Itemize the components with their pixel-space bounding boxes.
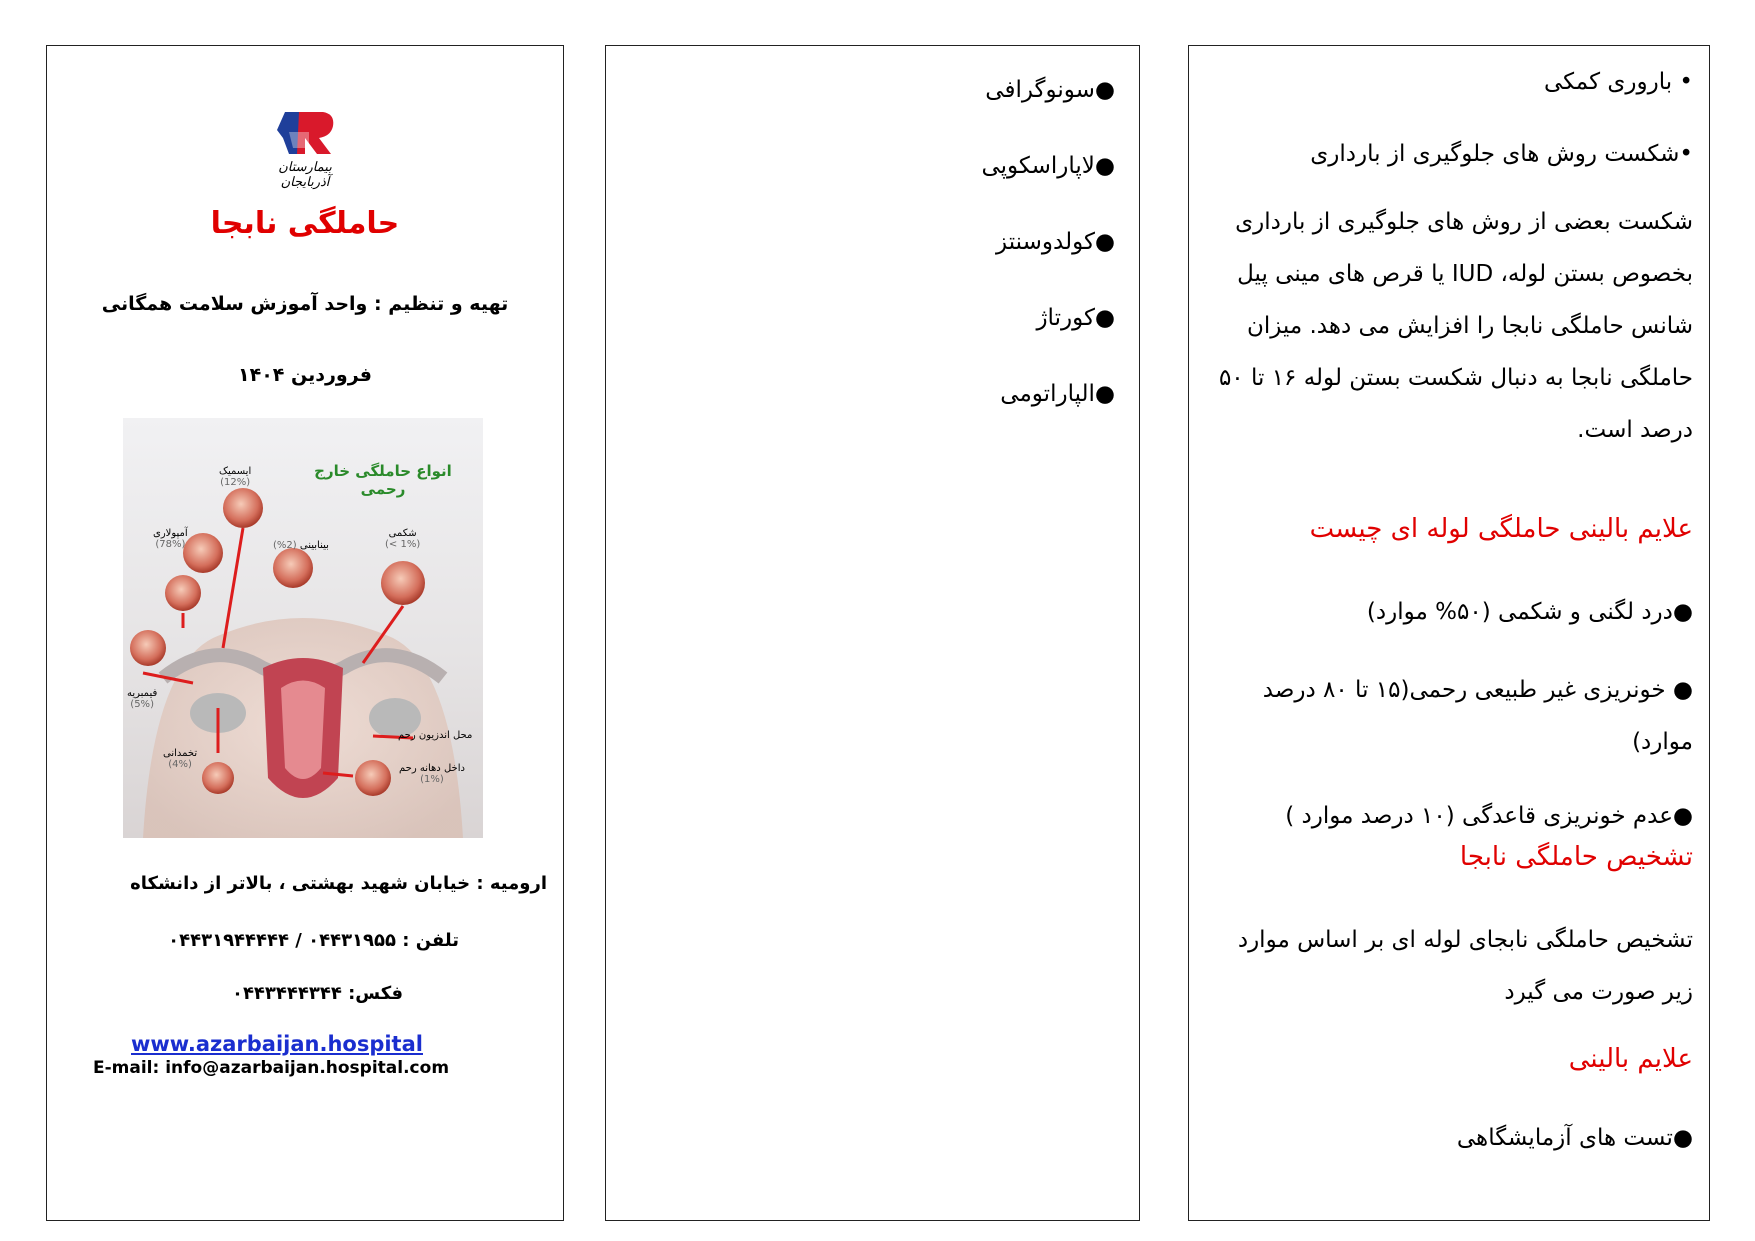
- diagnosis-heading: تشخیص حاملگی نابجا: [1459, 842, 1693, 872]
- cover-panel: [46, 45, 564, 1221]
- diagnosis-list: [635, 52, 1115, 432]
- diagnosis-paragraph: تشخیص حاملگی نابجای لوله ای بر اساس موارد زیر صورت می گیرد: [1237, 927, 1693, 1005]
- list-item: ●کولدوسنتز: [996, 229, 1115, 255]
- label-cervical: داخل دهانه رحم (1%): [399, 763, 465, 785]
- website-link[interactable]: www.azarbaijan.hospital: [131, 1032, 423, 1056]
- label-interstitial: بینابینی (2%): [273, 540, 329, 551]
- lab-tests-item: ●تست های آزمایشگاهی: [1456, 1125, 1693, 1151]
- hospital-logo: [253, 108, 357, 188]
- label-ampullary: آمپولاری (78%): [153, 528, 188, 550]
- label-abdominal: شکمی (< 1%): [385, 528, 421, 550]
- fax: فکس: ۰۴۴۳۴۴۴۳۴۴: [231, 983, 403, 1004]
- brochure-title: حاملگی نابجا: [210, 206, 400, 241]
- risk-bullet-2: •شکست روش های جلوگیری از بارداری: [1310, 141, 1693, 167]
- phone: تلفن : ۰۴۴۳۱۹۵۵ / ۰۴۴۳۱۹۴۴۴۴۴: [168, 930, 459, 951]
- publish-date: فروردین ۱۴۰۴: [238, 364, 372, 386]
- logo-caption: بیمارستان آذربایجان: [278, 160, 332, 190]
- info-panel: [1188, 45, 1710, 1221]
- label-fimbrial: فیمبریه (5%): [127, 688, 158, 710]
- ectopic-types-illustration: [123, 418, 483, 838]
- list-item: ●الپاراتومی: [1000, 381, 1115, 407]
- risk-bullet-1: • باروری کمکی: [1543, 69, 1693, 95]
- clinical-signs-heading: علایم بالینی: [1568, 1044, 1693, 1074]
- list-item: ●سونوگرافی: [985, 77, 1115, 103]
- address: ارومیه : خیابان شهید بهشتی ، بالاتر از دانشکاه: [130, 873, 547, 894]
- email: E-mail: info@azarbaijan.hospital.com: [93, 1058, 450, 1078]
- label-cesarean-scar: محل اندزیون رحم: [398, 730, 473, 741]
- list-item: ●کورتاژ: [1036, 305, 1115, 331]
- list-item: ●لاپاراسکوپی: [981, 153, 1115, 179]
- prepared-by: تهیه و تنظیم : واحد آموزش سلامت همگانی: [101, 293, 509, 315]
- diagnosis-methods-panel: [605, 45, 1140, 1221]
- label-isthmic: ایسمیک (12%): [219, 466, 252, 488]
- symptoms-heading: علایم بالینی حاملگی لوله ای چیست: [1309, 514, 1693, 544]
- illustration-heading: انواع حاملگی خارج رحمی: [314, 462, 452, 498]
- symptom-item: ● خونریزی غیر طبیعی رحمی(۱۵ تا ۸۰ درصد موارد): [1262, 677, 1693, 755]
- contraception-paragraph: شکست بعضی از روش های جلوگیری از بارداری بخصوص بستن لوله، IUD یا قرص های مینی پیل شانس حاملگی نابجا را افزایش می دهد. میزان حاملگی نابجا به دنبال شکست بستن لوله ۱۶ تا ۵۰ درصد است.: [1218, 209, 1693, 443]
- label-ovarian: تخمدانی (4%): [163, 748, 198, 770]
- symptom-item: ●درد لگنی و شکمی (۵۰% موارد): [1366, 599, 1693, 625]
- symptom-item: ●عدم خونریزی قاعدگی (۱۰ درصد موارد ): [1285, 803, 1693, 829]
